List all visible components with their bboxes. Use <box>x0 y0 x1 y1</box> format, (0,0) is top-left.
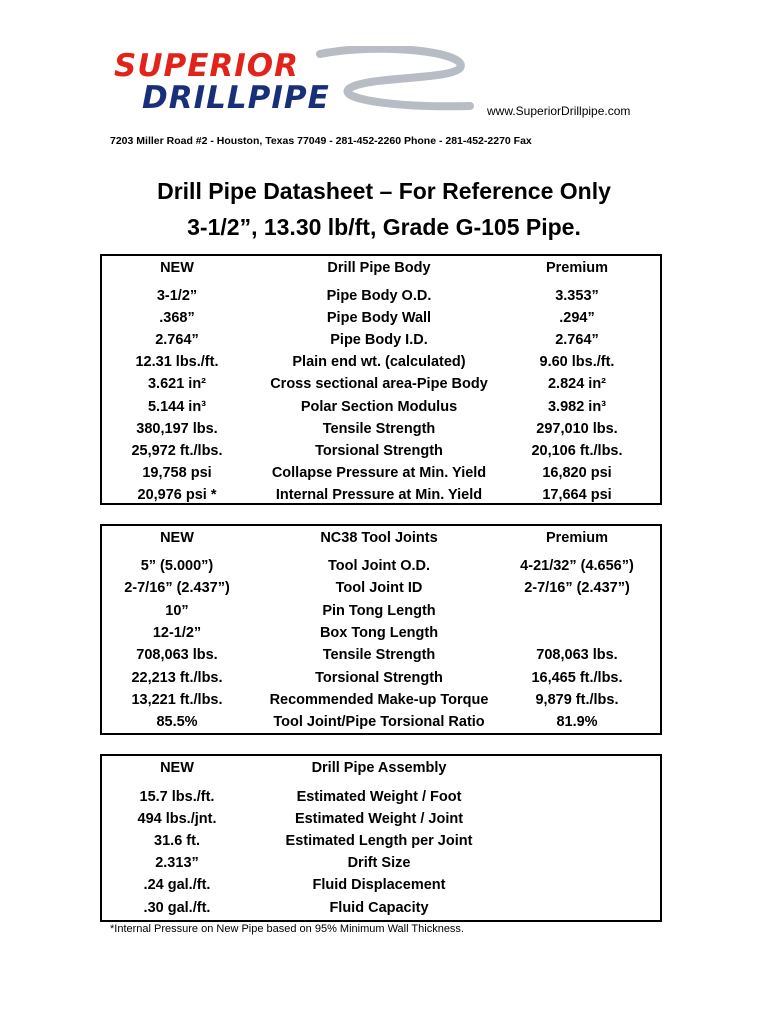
page-subtitle: 3-1/2”, 13.30 lb/ft, Grade G-105 Pipe. <box>187 214 581 240</box>
new-value: 2-7/16” (2.437”) <box>124 580 230 597</box>
table-row <box>102 833 660 855</box>
new-value: 12.31 lbs./ft. <box>135 354 219 371</box>
table-header-row <box>102 260 660 282</box>
table-row <box>102 580 660 602</box>
premium-value: .294” <box>559 310 595 327</box>
table-row <box>102 877 660 899</box>
premium-value: 2.764” <box>555 332 599 349</box>
new-value: 2.313” <box>155 855 199 872</box>
table-row <box>102 376 660 398</box>
column-header-new: NEW <box>160 260 194 276</box>
footnote: *Internal Pressure on New Pipe based on 95% Minimum Wall Thickness. <box>110 923 464 935</box>
premium-value: 17,664 psi <box>542 486 612 503</box>
table-row <box>102 647 660 669</box>
table-row <box>102 603 660 625</box>
logo-swoosh-icon <box>310 46 480 116</box>
new-value: 13,221 ft./lbs. <box>131 691 223 708</box>
table-header-row <box>102 530 660 552</box>
column-header-item: Drill Pipe Assembly <box>311 760 447 776</box>
column-header-premium: Premium <box>545 260 609 276</box>
new-value: 494 lbs./jnt. <box>137 811 217 828</box>
table-row <box>102 558 660 580</box>
table-header-row <box>102 760 660 782</box>
premium-value: 9,879 ft./lbs. <box>535 691 619 708</box>
table-row <box>102 443 660 465</box>
property-label: Collapse Pressure at Min. Yield <box>271 464 487 481</box>
premium-value: 16,465 ft./lbs. <box>531 669 623 686</box>
property-label: Fluid Capacity <box>329 899 429 916</box>
new-value: 5.144 in³ <box>147 398 207 415</box>
table-row <box>102 670 660 692</box>
table-row <box>102 789 660 811</box>
property-label: Torsional Strength <box>315 442 443 459</box>
new-value: 380,197 lbs. <box>136 420 218 437</box>
property-label: Pipe Body I.D. <box>330 332 428 349</box>
premium-value: 3.353” <box>555 288 599 304</box>
premium-value: 2-7/16” (2.437”) <box>524 580 630 597</box>
property-label: Estimated Weight / Joint <box>294 811 464 828</box>
new-value: 3.621 in² <box>147 376 207 393</box>
new-value: 5” (5.000”) <box>140 558 214 574</box>
premium-value: 81.9% <box>556 714 598 731</box>
tool-joints-table <box>100 524 662 735</box>
table-row <box>102 487 660 509</box>
property-label: Pipe Body O.D. <box>326 288 432 304</box>
table-row <box>102 811 660 833</box>
company-address: 7203 Miller Road #2 - Houston, Texas 77049 - 281-452-2260 Phone - 281-452-2270 Fax <box>110 135 532 147</box>
new-value: 15.7 lbs./ft. <box>139 789 215 805</box>
property-label: Tool Joint/Pipe Torsional Ratio <box>273 714 485 731</box>
property-label: Cross sectional area-Pipe Body <box>270 376 488 393</box>
company-logo <box>110 44 470 116</box>
table-row <box>102 714 660 736</box>
table-row <box>102 354 660 376</box>
new-value: 19,758 psi <box>142 464 212 481</box>
property-label: Box Tong Length <box>319 624 439 641</box>
table-row <box>102 399 660 421</box>
premium-value: 2.824 in² <box>547 376 607 393</box>
column-header-new: NEW <box>160 760 194 776</box>
new-value: 3-1/2” <box>156 288 198 304</box>
property-label: Tensile Strength <box>322 647 436 664</box>
premium-value: 4-21/32” (4.656”) <box>520 558 634 574</box>
new-value: 10” <box>165 602 189 619</box>
new-value: 22,213 ft./lbs. <box>131 669 223 686</box>
new-value: 31.6 ft. <box>154 833 200 850</box>
new-value: .30 gal./ft. <box>143 899 211 916</box>
premium-value: 3.982 in³ <box>547 398 607 415</box>
new-value: 85.5% <box>156 714 198 731</box>
property-label: Pin Tong Length <box>322 602 436 619</box>
new-value: .368” <box>159 310 195 327</box>
new-value: 708,063 lbs. <box>136 647 218 664</box>
property-label: Plain end wt. (calculated) <box>292 354 466 371</box>
table-row <box>102 900 660 922</box>
website-link[interactable]: www.SuperiorDrillpipe.com <box>487 104 631 118</box>
premium-value: 16,820 psi <box>542 464 612 481</box>
property-label: Internal Pressure at Min. Yield <box>275 486 483 503</box>
new-value: 12-1/2” <box>152 624 202 641</box>
column-header-item: Drill Pipe Body <box>327 260 431 276</box>
new-value: 2.764” <box>155 332 199 349</box>
property-label: Estimated Length per Joint <box>285 833 473 850</box>
table-row <box>102 332 660 354</box>
premium-value: 708,063 lbs. <box>536 647 618 664</box>
column-header-premium: Premium <box>545 530 609 546</box>
table-row <box>102 465 660 487</box>
property-label: Tensile Strength <box>322 420 436 437</box>
column-header-new: NEW <box>160 530 194 546</box>
table-row <box>102 421 660 443</box>
assembly-table <box>100 754 662 922</box>
property-label: Estimated Weight / Foot <box>296 789 462 805</box>
pipe-body-table <box>100 254 662 505</box>
premium-value: 297,010 lbs. <box>536 420 618 437</box>
logo-text-drillpipe: DRILLPIPE <box>142 80 330 116</box>
premium-value: 9.60 lbs./ft. <box>539 354 615 371</box>
new-value: .24 gal./ft. <box>143 877 211 894</box>
property-label: Drift Size <box>347 855 411 872</box>
property-label: Pipe Body Wall <box>326 310 432 327</box>
table-row <box>102 692 660 714</box>
new-value: 20,976 psi * <box>137 486 217 503</box>
property-label: Tool Joint O.D. <box>327 558 431 574</box>
column-header-item: NC38 Tool Joints <box>320 530 438 546</box>
logo-text-superior: SUPERIOR <box>114 48 300 84</box>
page-title: Drill Pipe Datasheet – For Reference Only <box>157 178 611 204</box>
table-row <box>102 310 660 332</box>
table-row <box>102 855 660 877</box>
property-label: Recommended Make-up Torque <box>269 691 489 708</box>
property-label: Tool Joint ID <box>335 580 423 597</box>
property-label: Fluid Displacement <box>312 877 446 894</box>
property-label: Polar Section Modulus <box>300 398 458 415</box>
property-label: Torsional Strength <box>315 669 443 686</box>
table-row <box>102 625 660 647</box>
table-row <box>102 288 660 310</box>
new-value: 25,972 ft./lbs. <box>131 442 223 459</box>
premium-value: 20,106 ft./lbs. <box>531 442 623 459</box>
